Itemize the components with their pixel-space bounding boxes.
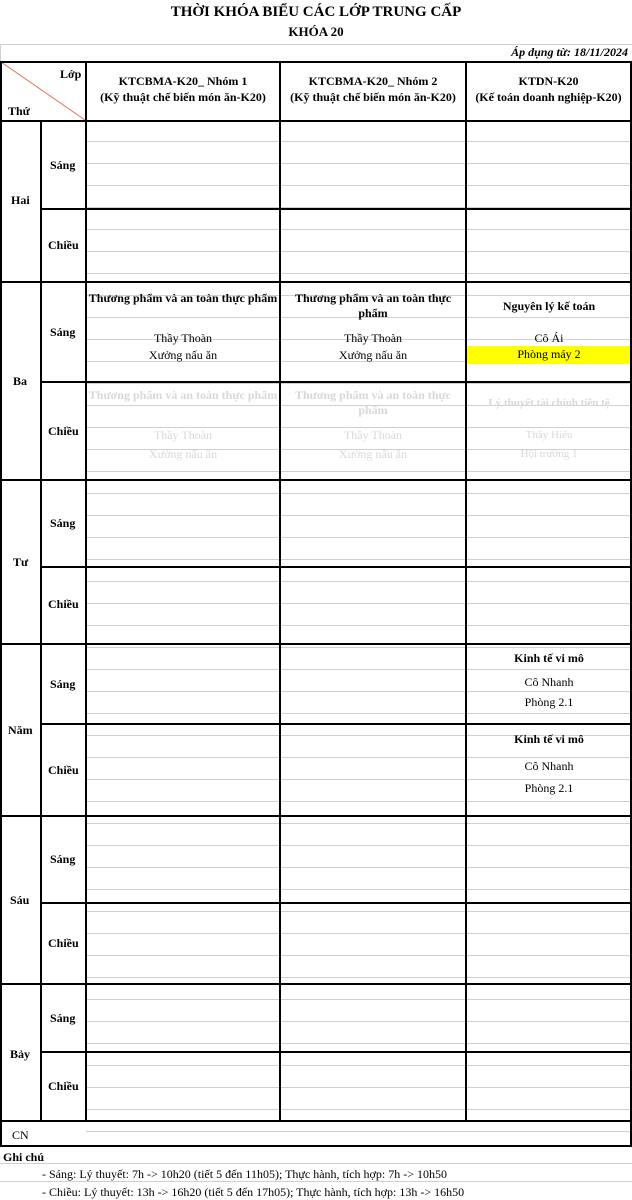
grid-line xyxy=(86,141,631,142)
class-code: KTCBMA-K20_ Nhóm 2 xyxy=(308,74,438,88)
day-sau: Sáu xyxy=(10,893,30,907)
room: Phòng 2.1 xyxy=(524,781,574,795)
subject: Nguyên lý kế toán xyxy=(502,299,596,313)
room: Xưởng nấu ăn xyxy=(338,447,408,461)
ba-sang-cell-2 xyxy=(282,291,464,363)
border-line xyxy=(40,902,631,904)
border-line xyxy=(0,643,632,645)
class-code: KTCBMA-K20_ Nhóm 1 xyxy=(118,74,248,88)
grid-line xyxy=(86,955,631,956)
grid-line xyxy=(86,581,631,582)
grid-line xyxy=(86,493,631,494)
page-title: THỜI KHÓA BIỂU CÁC LỚP TRUNG CẤP xyxy=(170,4,462,20)
session-bay-sang: Sáng xyxy=(50,1011,76,1025)
teacher: Thầy Thoàn xyxy=(153,428,213,442)
session-bay-chieu: Chiều xyxy=(48,1079,79,1093)
grid-line xyxy=(86,163,631,164)
day-hai: Hai xyxy=(11,193,30,207)
grid-line xyxy=(86,471,631,472)
ba-chieu-cell-3 xyxy=(467,396,631,462)
border-line xyxy=(465,61,467,1120)
notes-line-2: - Chiều: Lý thuyết: 13h -> 16h20 (tiết 5 đến 17h05); Thực hành, tích hợp: 13h -> 16h50 xyxy=(42,1185,465,1199)
grid-line xyxy=(86,603,631,604)
grid-line xyxy=(86,713,631,714)
ba-sang-room-3: Phòng máy 2 xyxy=(517,347,581,361)
room: Phòng 2.1 xyxy=(524,695,574,709)
border-line xyxy=(40,208,631,210)
room: Xưởng nấu ăn xyxy=(148,348,218,362)
grid-line xyxy=(86,999,631,1000)
border-line xyxy=(0,1120,632,1122)
class-header-3 xyxy=(466,73,631,105)
class-name: (Kỹ thuật chế biến món ăn-K20) xyxy=(100,90,266,104)
grid-line xyxy=(86,515,631,516)
day-cn: CN xyxy=(12,1128,29,1142)
subject: Thương phẩm và an toàn thực phẩm xyxy=(294,388,452,417)
grid-line xyxy=(86,229,631,230)
day-nam: Năm xyxy=(8,723,33,737)
class-header-2 xyxy=(280,73,466,105)
teacher: Cô Nhanh xyxy=(524,675,574,689)
teacher: Cô Nhanh xyxy=(524,759,574,773)
subject: Kinh tế vi mô xyxy=(514,732,584,746)
applied-date: Áp dụng từ: 18/11/2024 xyxy=(511,45,628,59)
border-line xyxy=(85,61,87,1120)
day-label: Thứ xyxy=(8,104,30,118)
grid-line xyxy=(86,559,631,560)
grid-line xyxy=(86,1109,631,1110)
border-line xyxy=(40,1051,631,1053)
border-line xyxy=(279,61,281,1120)
border-line xyxy=(0,479,632,481)
grid-line xyxy=(86,823,631,824)
class-header-1 xyxy=(86,73,280,105)
border-line xyxy=(40,566,631,568)
grid-line xyxy=(86,911,631,912)
session-hai-sang: Sáng xyxy=(50,158,76,172)
grid-line xyxy=(86,251,631,252)
subject: Thương phẩm và an toàn thực phẩm xyxy=(294,291,452,320)
day-bay: Bảy xyxy=(10,1047,31,1061)
border-line xyxy=(40,121,42,1120)
teacher: Thầy Thoàn xyxy=(343,331,403,345)
border-line xyxy=(0,61,632,63)
room: Xưởng nấu ăn xyxy=(338,348,408,362)
teacher: Thầy Thoàn xyxy=(343,428,403,442)
border-line xyxy=(40,381,631,383)
notes-label: Ghi chú xyxy=(3,1150,45,1164)
grid-line xyxy=(86,625,631,626)
grid-line xyxy=(86,977,631,978)
grid-line xyxy=(86,1065,631,1066)
room: Hội trường 1 xyxy=(520,448,578,460)
day-ba: Ba xyxy=(13,374,28,388)
teacher: Thầy Thoàn xyxy=(153,331,213,345)
ba-sang-cell-3 xyxy=(467,299,631,346)
grid-line xyxy=(86,1043,631,1044)
class-name: (Kế toán doanh nghiệp-K20) xyxy=(475,90,622,104)
class-name: (Kỹ thuật chế biến món ăn-K20) xyxy=(290,90,456,104)
room: Xưởng nấu ăn xyxy=(148,447,218,461)
border-line xyxy=(0,120,632,122)
grid-line xyxy=(86,537,631,538)
class-label: Lớp xyxy=(60,67,82,81)
grid-line xyxy=(86,647,631,648)
session-ba-chieu: Chiều xyxy=(48,424,79,438)
border-line xyxy=(40,723,631,725)
grid-line xyxy=(0,44,1,62)
day-tu: Tư xyxy=(13,555,29,569)
grid-line xyxy=(86,185,631,186)
grid-line xyxy=(86,867,631,868)
grid-line xyxy=(86,801,631,802)
grid-line xyxy=(86,1087,631,1088)
nam-sang-cell-3 xyxy=(467,651,631,710)
grid-line xyxy=(86,273,631,274)
session-sau-sang: Sáng xyxy=(50,852,76,866)
border-line xyxy=(0,281,632,283)
grid-line xyxy=(86,889,631,890)
subject: Lý thuyết tài chính tiền tệ xyxy=(488,397,610,409)
nam-chieu-cell-3 xyxy=(467,732,631,796)
border-line xyxy=(0,1145,632,1147)
subject: Kinh tế vi mô xyxy=(514,651,584,665)
notes-line-1: - Sáng: Lý thuyết: 7h -> 10h20 (tiết 5 đến 11h05); Thực hành, tích hợp: 7h -> 10h50 xyxy=(42,1167,447,1181)
border-line xyxy=(0,815,632,817)
session-ba-sang: Sáng xyxy=(50,325,76,339)
session-hai-chieu: Chiều xyxy=(48,238,79,252)
session-sau-chieu: Chiều xyxy=(48,936,79,950)
session-nam-sang: Sáng xyxy=(50,677,76,691)
grid-line xyxy=(0,44,632,45)
grid-line xyxy=(86,1131,631,1132)
ba-sang-cell-1 xyxy=(88,291,278,363)
teacher: Cô Ái xyxy=(534,331,564,345)
ba-chieu-cell-1 xyxy=(88,388,278,462)
grid-line xyxy=(86,383,631,384)
ba-chieu-cell-2 xyxy=(282,388,464,462)
session-tu-chieu: Chiều xyxy=(48,597,79,611)
class-code: KTDN-K20 xyxy=(518,74,579,88)
grid-line xyxy=(86,845,631,846)
subject: Thương phẩm và an toàn thực phẩm xyxy=(88,388,278,402)
page-subtitle: KHÓA 20 xyxy=(288,24,344,39)
session-tu-sang: Sáng xyxy=(50,516,76,530)
grid-line xyxy=(86,1021,631,1022)
grid-line xyxy=(86,933,631,934)
teacher: Thầy Hiếu xyxy=(525,429,573,441)
border-line xyxy=(0,983,632,985)
subject: Thương phẩm và an toàn thực phẩm xyxy=(88,291,278,305)
session-nam-chieu: Chiều xyxy=(48,763,79,777)
grid-line xyxy=(0,1163,632,1164)
